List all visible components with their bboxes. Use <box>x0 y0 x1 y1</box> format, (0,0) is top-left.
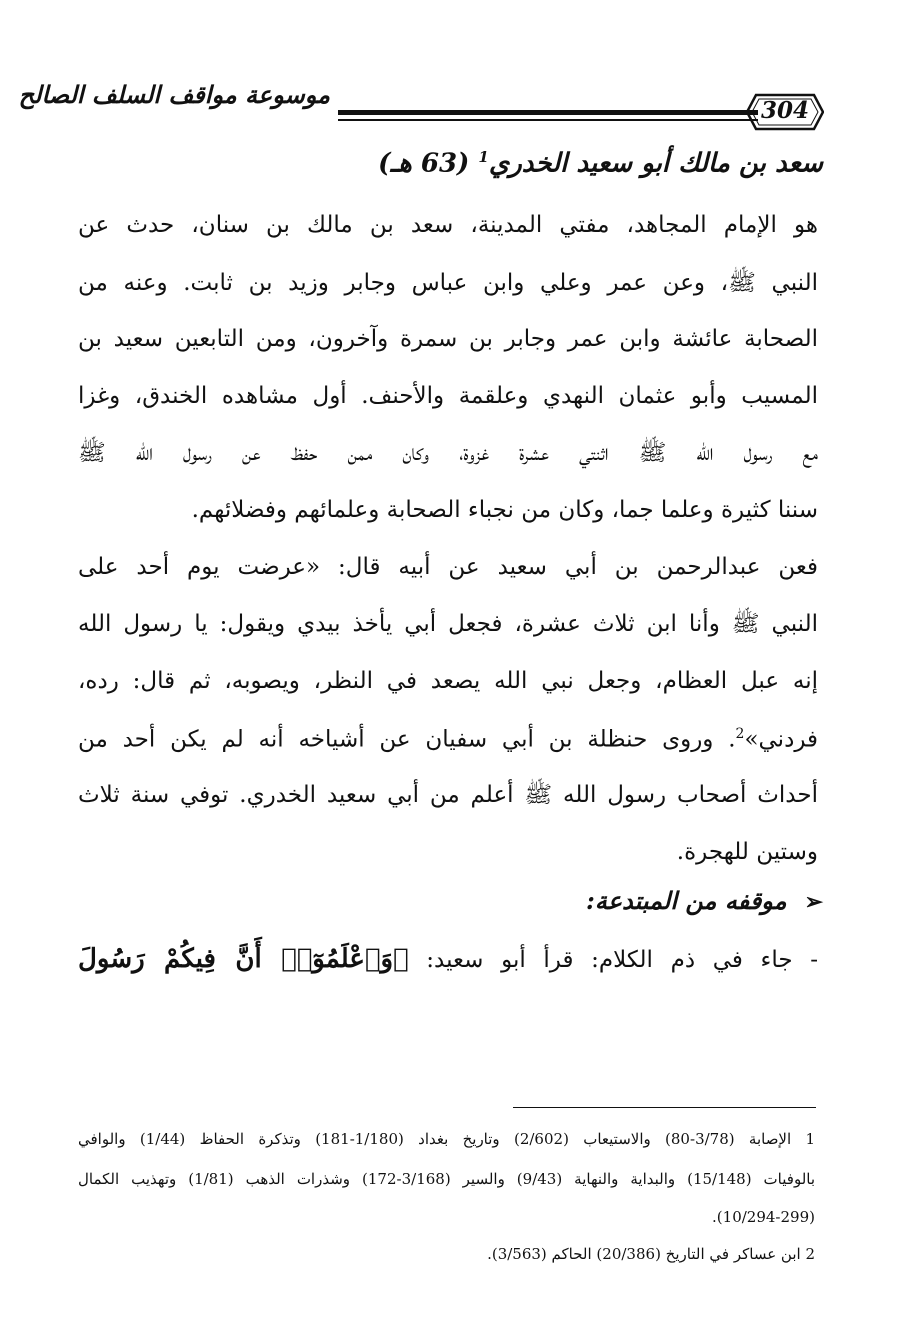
body-line: هو الإمام المجاهد، مفتي المدينة، سعد بن مالك بن سنان، حدث عن <box>78 212 818 238</box>
body-line: فردني»$^2$. وروى حنظلة بن أبي سفيان عن أشياخه أنه لم يكن أحد من <box>78 726 819 753</box>
quote-intro: - جاء في ذم الكلام: قرأ أبو سعيد: <box>426 947 819 973</box>
quote-line <box>78 944 818 974</box>
body-line: أحداث أصحاب رسول الله ﷺ أعلم من أبي سعيد الخدري. توفي سنة ثلاث <box>78 782 818 808</box>
body-line: إنه عبل العظام، وجعل نبي الله يصعد في النظر، ويصوبه، ثم قال: رده، <box>78 668 818 694</box>
header-rule-thin <box>338 119 758 121</box>
arrow-bullet-icon: ➢ <box>804 889 823 915</box>
page-header <box>18 74 830 144</box>
body-line: النبي ﷺ، وعن عمر وعلي وابن عباس وجابر وزيد بن ثابت. وعنه من <box>78 270 818 296</box>
section-heading <box>586 886 823 915</box>
body-line: سننا كثيرة وعلما جما، وكان من نجباء الصحابة وعلمائهم وفضلائهم. <box>191 497 818 523</box>
entry-title <box>263 148 823 179</box>
section-heading-text: موقفه من المبتدعة: <box>586 886 787 915</box>
page-number: 304 <box>760 97 809 124</box>
footnote-1-line: (10/294-299). <box>712 1208 815 1226</box>
body-line: وستين للهجرة. <box>676 839 818 865</box>
footnote-ref-1: 1 <box>478 148 489 166</box>
body-line-segment: فردني» <box>744 726 819 753</box>
footnote-2: 2 ابن عساكر في التاريخ (20/386) الحاكم (3/563). <box>487 1245 815 1263</box>
page-number-badge <box>746 92 824 132</box>
body-line-segment: وروى حنظلة بن أبي سفيان عن أشياخه أنه لم يكن أحد من <box>78 726 714 753</box>
quran-verse: ﴿وَٱعْلَمُوٓا۟ أَنَّ فِيكُمْ رَسُولَ <box>78 944 409 974</box>
footnote-1-line: 1 الإصابة (3/78-80) والاستيعاب (2/602) وتاريخ بغداد (1/180-181) وتذكرة الحفاظ (1/44) والوافي <box>78 1130 815 1148</box>
body-line: فعن عبدالرحمن بن أبي سعيد عن أبيه قال: «عرضت يوم أحد على <box>78 554 818 580</box>
body-line: الصحابة عائشة وابن عمر وجابر بن سمرة وآخرون، ومن التابعين سعيد بن <box>78 326 819 352</box>
body-line: المسيب وأبو عثمان النهدي وعلقمة والأحنف. أول مشاهده الخندق، وغزا <box>78 383 818 409</box>
body-line: النبي ﷺ وأنا ابن ثلاث عشرة، فجعل أبي يأخذ بيدي ويقول: يا رسول الله <box>78 611 818 637</box>
footnote-ref-2: 2 <box>735 726 745 742</box>
header-rule-thick <box>338 110 758 115</box>
footnote-1-line: بالوفيات (15/148) والبداية والنهاية (9/43) والسير (3/168-172) وشذرات الذهب (1/81) وتهذيب الكمال <box>78 1170 816 1188</box>
entry-title-text: سعد بن مالك أبو سعيد الخدري <box>488 148 823 179</box>
footnote-separator <box>513 1107 816 1108</box>
body-line: مع رسول الله ﷺ اثنتي عشرة غزوة، وكان ممن حفظ عن رسول الله ﷺ <box>78 440 818 466</box>
series-title: موسوعة مواقف السلف الصالح <box>18 80 330 109</box>
entry-title-date: (63 هـ) <box>378 148 470 179</box>
